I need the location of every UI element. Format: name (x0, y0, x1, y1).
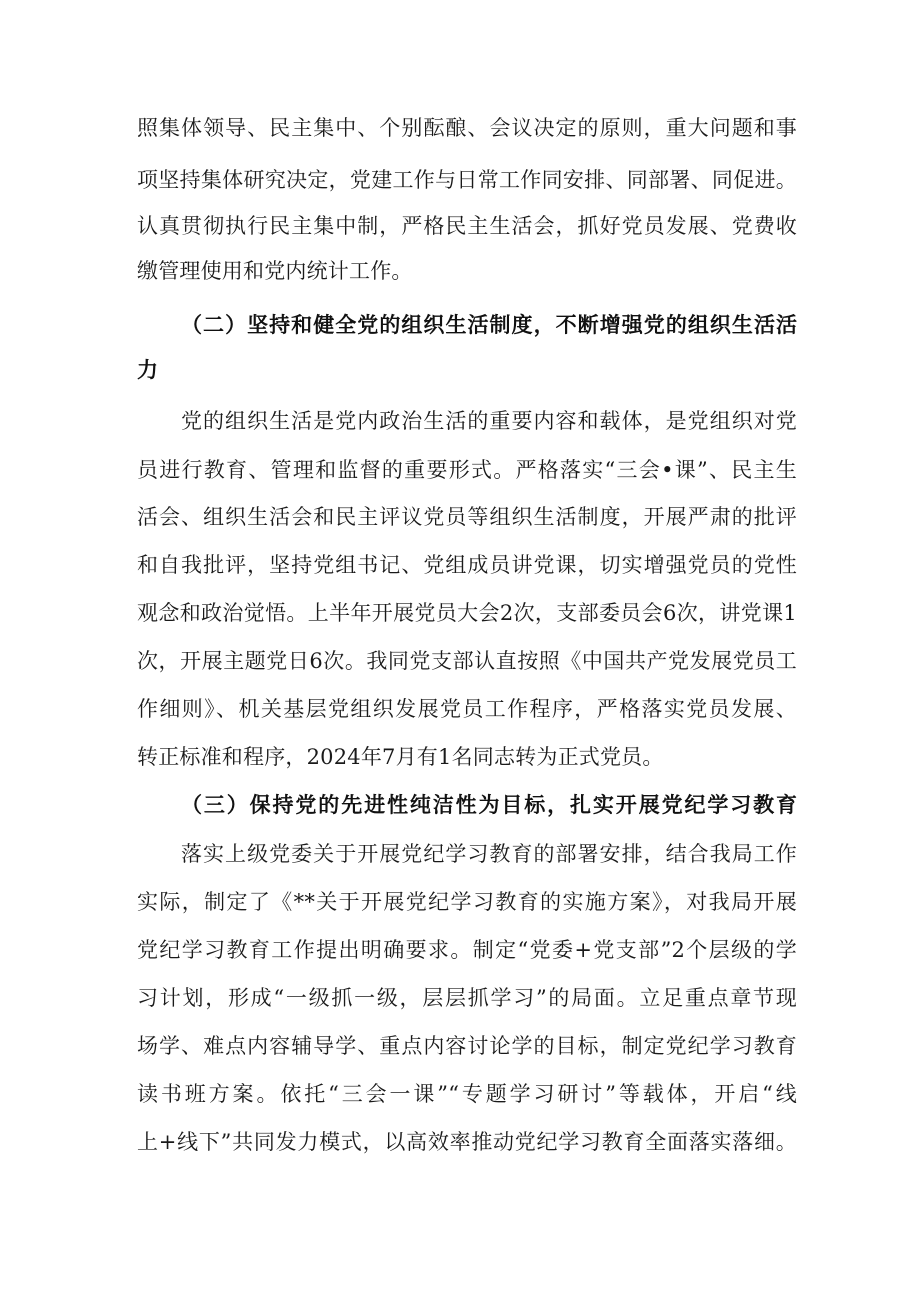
paragraph-line: 认真贯彻执行民主集中制，严格民主生活会，抓好党员发展、党费收 (137, 214, 797, 238)
paragraph-line: 缴管理使用和党内统计工作。 (137, 259, 413, 283)
paragraph-line: 和自我批评，坚持党组书记、党组成员讲党课，切实增强党员的党性 (137, 553, 797, 577)
paragraph-line: 作细则》、机关基层党组织发展党员工作程序，严格落实党员发展、 (137, 697, 797, 721)
paragraph-line: 实际，制定了《**关于开展党纪学习教育的实施方案》，对我局开展 (137, 890, 797, 914)
paragraph-line: 读书班方案。依托“三会一课”“专题学习研讨”等载体，开启“线 (137, 1082, 797, 1106)
section-heading-continued: 力 (137, 358, 158, 382)
section-heading: （三）保持党的先进性纯洁性为目标，扎实开展党纪学习教育 (181, 793, 797, 817)
paragraph-line: 上+线下”共同发力模式，以高效率推动党纪学习教育全面落实落细。 (137, 1130, 797, 1154)
paragraph-line: 照集体领导、民主集中、个别酝酿、会议决定的原则，重大问题和事 (137, 116, 797, 140)
paragraph-line: 观念和政治觉悟。上半年开展党员大会2次，支部委员会6次，讲党课1 (137, 601, 797, 625)
paragraph-line: 活会、组织生活会和民主评议党员等组织生活制度，开展严肃的批评 (137, 505, 797, 529)
paragraph-line: 落实上级党委关于开展党纪学习教育的部署安排，结合我局工作 (181, 842, 797, 866)
section-heading: （二）坚持和健全党的组织生活制度，不断增强党的组织生活活 (181, 313, 797, 337)
paragraph-line: 习计划，形成“一级抓一级，层层抓学习”的局面。立足重点章节现 (137, 986, 797, 1010)
paragraph-line: 员进行教育、管理和监督的重要形式。严格落实“三会•课”、民主生 (137, 458, 797, 482)
paragraph-line: 次，开展主题党日6次。我同党支部认直按照《中国共产党发展党员工 (137, 649, 797, 673)
paragraph-line: 党纪学习教育工作提出明确要求。制定“党委+党支部”2个层级的学 (137, 938, 797, 962)
paragraph-line: 党的组织生活是党内政治生活的重要内容和载体，是党组织对党 (181, 409, 797, 433)
paragraph-line: 转正标准和程序，2024年7月有1名同志转为正式党员。 (137, 745, 664, 769)
paragraph-line: 场学、难点内容辅导学、重点内容讨论学的目标，制定党纪学习教育 (137, 1034, 797, 1058)
paragraph-line: 项坚持集体研究决定，党建工作与日常工作同安排、同部署、同促进。 (137, 168, 797, 192)
